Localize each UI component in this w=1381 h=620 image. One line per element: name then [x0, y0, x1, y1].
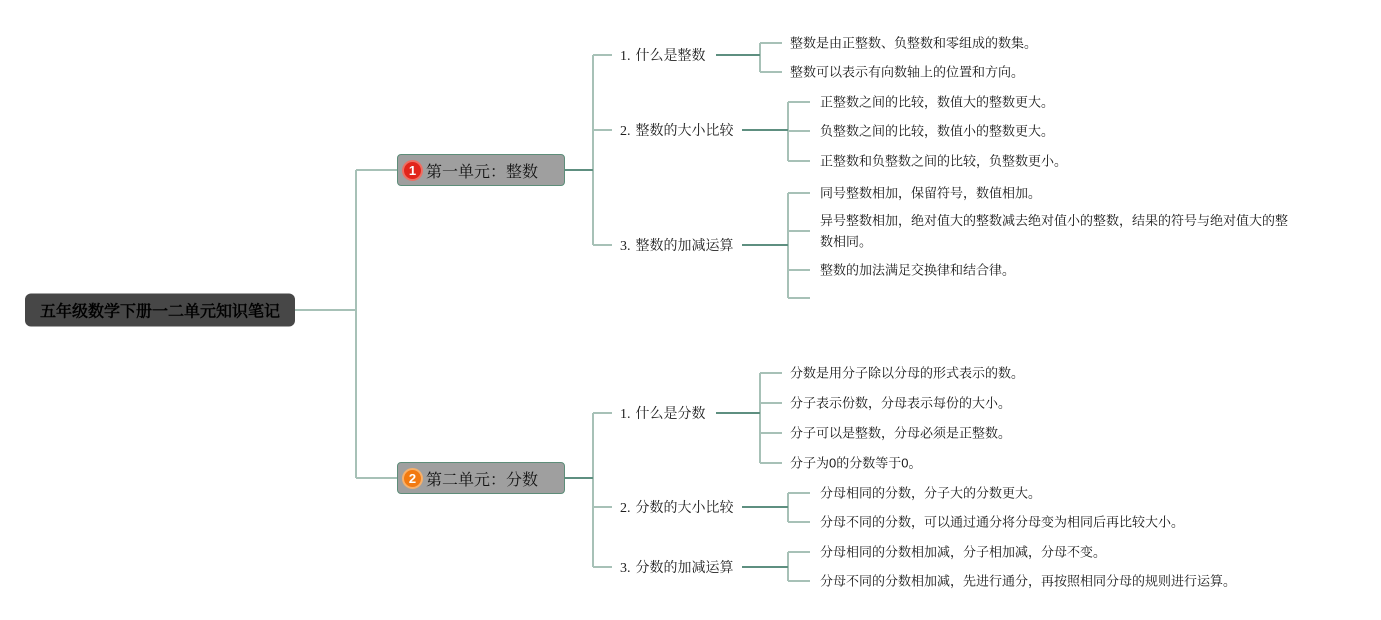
- leaf-text: 分母相同的分数相加减，分子相加减，分母不变。: [820, 544, 1107, 560]
- leaf-text: 整数可以表示有向数轴上的位置和方向。: [790, 64, 1025, 80]
- topic-node-integer-addsub[interactable]: [620, 235, 734, 255]
- leaf-text: 分母不同的分数相加减，先进行通分，再按照相同分母的规则进行运算。: [820, 573, 1237, 589]
- topic-node-what-is-integer[interactable]: [620, 45, 706, 65]
- topic-node-what-is-fraction[interactable]: [620, 403, 706, 423]
- leaf-node[interactable]: [820, 542, 1106, 563]
- leaf-text: 负整数之间的比较，数值小的整数更大。: [820, 123, 1055, 139]
- number-badge-icon: [402, 468, 423, 489]
- leaf-text: 整数是由正整数、负整数和零组成的数集。: [790, 35, 1038, 51]
- topic-number: 1.: [620, 407, 631, 422]
- leaf-text: 正整数和负整数之间的比较，负整数更小。: [820, 153, 1068, 169]
- leaf-text: 异号整数相加，绝对值大的整数减去绝对值小的整数，结果的符号与绝对值大的整数相同。: [820, 213, 1289, 249]
- leaf-node[interactable]: [790, 62, 1024, 83]
- leaf-node[interactable]: [820, 483, 1041, 504]
- branch-node-unit2[interactable]: [397, 462, 565, 494]
- leaf-text: 分子表示份数，分母表示每份的大小。: [790, 395, 1012, 411]
- leaf-node[interactable]: [790, 423, 1011, 444]
- topic-number: 2.: [620, 501, 631, 516]
- topic-label: 整数的大小比较: [635, 122, 734, 138]
- topic-number: 3.: [620, 239, 631, 254]
- leaf-text: 分母不同的分数，可以通过通分将分母变为相同后再比较大小。: [820, 514, 1185, 530]
- root-topic-label: 五年级数学下册一二单元知识笔记: [39, 303, 280, 321]
- leaf-node[interactable]: [820, 260, 1015, 281]
- branch-label: 第一单元：整数: [426, 163, 539, 181]
- branch-label: 第二单元：分数: [426, 471, 539, 489]
- topic-label: 整数的加减运算: [635, 237, 734, 253]
- leaf-node[interactable]: [820, 151, 1067, 172]
- topic-label: 分数的加减运算: [635, 559, 734, 575]
- leaf-node[interactable]: [820, 571, 1236, 592]
- badge-number: 2: [408, 470, 417, 486]
- leaf-node[interactable]: [820, 121, 1054, 142]
- topic-label: 什么是整数: [635, 47, 706, 63]
- leaf-node[interactable]: [820, 210, 1298, 252]
- leaf-node[interactable]: [790, 363, 1024, 384]
- topic-number: 3.: [620, 561, 631, 576]
- topic-label: 分数的大小比较: [635, 499, 734, 515]
- leaf-node[interactable]: [790, 453, 921, 474]
- leaf-text: 分子可以是整数，分母必须是正整数。: [790, 425, 1012, 441]
- badge-number: 1: [408, 162, 417, 178]
- leaf-text: 分母相同的分数，分子大的分数更大。: [820, 485, 1042, 501]
- leaf-text: 整数的加法满足交换律和结合律。: [820, 262, 1016, 278]
- leaf-text: 正整数之间的比较，数值大的整数更大。: [820, 94, 1055, 110]
- leaf-node[interactable]: [820, 512, 1184, 533]
- leaf-node[interactable]: [820, 92, 1054, 113]
- leaf-node[interactable]: [820, 183, 1041, 204]
- root-topic-node[interactable]: [25, 294, 295, 327]
- topic-label: 什么是分数: [635, 405, 706, 421]
- number-badge-icon: [402, 160, 423, 181]
- leaf-node[interactable]: [790, 33, 1037, 54]
- leaf-node[interactable]: [790, 393, 1011, 414]
- topic-number: 2.: [620, 124, 631, 139]
- topic-number: 1.: [620, 49, 631, 64]
- leaf-text: 分子为0的分数等于0。: [790, 455, 922, 471]
- leaf-text: 同号整数相加，保留符号，数值相加。: [820, 185, 1042, 201]
- topic-node-fraction-compare[interactable]: [620, 497, 734, 517]
- topic-node-fraction-addsub[interactable]: [620, 557, 734, 577]
- branch-node-unit1[interactable]: [397, 154, 565, 186]
- leaf-text: 分数是用分子除以分母的形式表示的数。: [790, 365, 1025, 381]
- topic-node-integer-compare[interactable]: [620, 120, 734, 140]
